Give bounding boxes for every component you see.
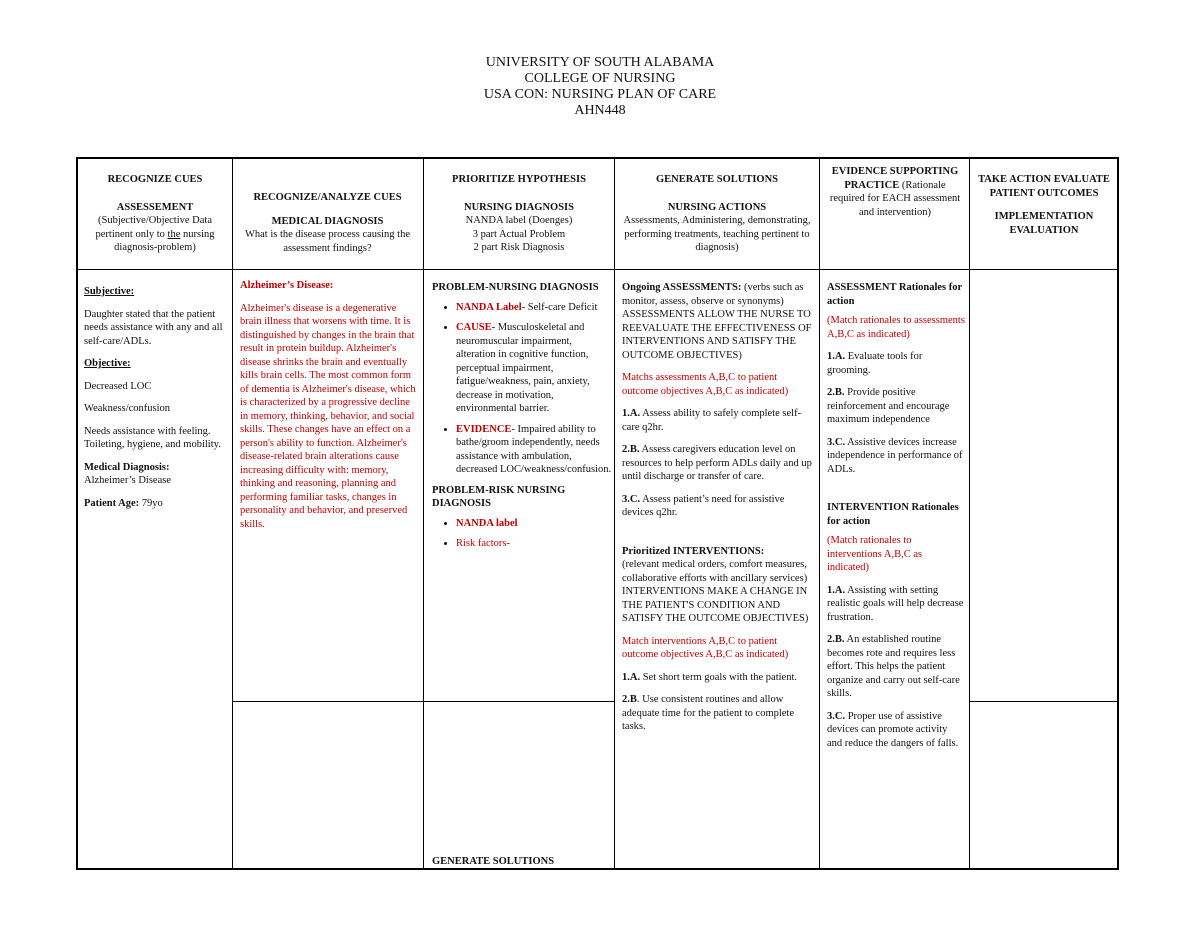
- intervention-1-text: Set short term goals with the patient.: [640, 671, 797, 683]
- rationale-2-text: Provide positive reinforcement and encourage maximum independence: [827, 387, 950, 425]
- medical-dx-label: Medical Diagnosis:: [84, 461, 170, 473]
- desc-part: (Subjective/Objective Data pertinent only to: [95, 215, 212, 240]
- cause-text: - Musculoskeletal and neuromuscular impairment, alteration in cognitive function, perceptual impairment, fatigue/weakness, pain, anxiety, decrease in motivation, environmental barrier.: [456, 322, 590, 414]
- desc-part: nursing diagnosis-problem): [114, 228, 215, 253]
- assessment-1-text: Assess ability to safely complete self-care q2hr.: [622, 408, 802, 433]
- col-title-take-action: TAKE ACTION EVALUATE PATIENT OUTCOMES: [978, 174, 1110, 199]
- rationale-3-text: Assistive devices increase independence in performance of ADLs.: [827, 436, 963, 475]
- problem-dx-list: [432, 301, 612, 477]
- medical-cell: [240, 279, 420, 531]
- intervention-rationales-heading: INTERVENTION Rationales for action: [827, 502, 959, 527]
- int-rationale-1: [827, 584, 965, 625]
- col-divider-3: [614, 157, 615, 870]
- actions-cell: [622, 281, 814, 743]
- col-title-generate: GENERATE SOLUTIONS: [655, 174, 779, 185]
- col-divider-4: [819, 157, 820, 870]
- intervention-2-label: 2.B: [622, 694, 637, 705]
- header-medical: [236, 191, 419, 255]
- assessment-rationales-heading: ASSESSMENT Rationales for action: [827, 282, 962, 307]
- objective-label: Objective:: [84, 358, 131, 369]
- rationale-2: [827, 386, 965, 427]
- evidence-cell: [827, 281, 965, 759]
- risk-nanda-label: NANDA label: [456, 517, 518, 529]
- evidence-text: - Impaired ability to bathe/groom independently, needs assistance with ambulation, decreased LOC/weakness/confusion.: [456, 423, 612, 475]
- col-divider-2: [423, 157, 424, 870]
- objective-item: Weakness/confusion: [84, 403, 171, 414]
- objective-item: Decreased LOC: [84, 380, 152, 392]
- col-sub-medical-diagnosis: MEDICAL DIAGNOSIS: [271, 215, 384, 227]
- assessment-cell: [84, 285, 228, 519]
- risk-nanda-item: [456, 517, 612, 531]
- assessment-3-text: Assess patient’s need for assistive devices q2hr.: [622, 493, 785, 518]
- subjective-label: Subjective:: [84, 286, 135, 297]
- evidence-title: EVIDENCE SUPPORTING PRACTICE: [831, 166, 959, 191]
- col-sub-implementation: IMPLEMENTATION EVALUATION: [994, 211, 1094, 236]
- patient-age: [84, 497, 228, 511]
- col-sub-assessment: ASSESSEMENT: [116, 201, 194, 213]
- ongoing-label: Ongoing ASSESSMENTS:: [622, 282, 742, 293]
- disease-description: Alzheimer's disease is a degenerative brain illness that worsens with time. It is distinguished by changes in the brain that result in protein buildup. Alzheimer's disease shrinks the brain and eventually kills brain cells. The most common form of dementia is Alzheimer's disease, which is characterized by a progressive decline in memory, thinking, behavior, and social skills. These changes have an effect on a person's ability to function. Alzheimer's disease-related brain alterations cause increasing difficulty with: memory, thinking and reasoning, planning and performing familiar tasks, changes in personality and behavior, and preserved skills.: [240, 302, 416, 530]
- int-rationale-2-label: 2.B.: [827, 634, 845, 645]
- col-divider-5: [969, 157, 970, 870]
- int-rationale-1-label: 1.A.: [827, 584, 846, 596]
- row-divider-mid-left: [232, 701, 614, 702]
- medical-dx-value: Alzheimer’s Disease: [84, 475, 171, 486]
- desc-underlined: the: [167, 228, 181, 240]
- col-desc-nanda: NANDA label (Doenges): [465, 215, 573, 226]
- header-nursing-dx: [428, 173, 610, 255]
- ongoing-text: (verbs such as monitor, assess, observe or synonyms) ASSESSMENTS ALLOW THE NURSE TO REEVALUATE THE EFFECTIVENESS OF INTERVENTIONS AND SATISFY THE OUTCOME OBJECTIVES): [622, 282, 812, 361]
- header-actions: [620, 173, 814, 255]
- assessment-rationales-note: (Match rationales to assessments A,B,C as indicated): [827, 315, 965, 340]
- care-plan-table: [76, 157, 1119, 870]
- prioritized-interventions-text: (relevant medical orders, comfort measures, collaborative efforts with ancillary services) INTERVENTIONS MAKE A CHANGE IN THE PATIENT'S CONDITION AND SATISFY THE OUTCOME OBJECTIVES): [622, 559, 809, 624]
- nursing-dx-cell: [432, 281, 612, 558]
- disease-title: Alzheimer’s Disease:: [240, 280, 334, 291]
- row-divider-mid-right: [969, 701, 1119, 702]
- assessment-1: [622, 407, 814, 434]
- intervention-1: [622, 671, 814, 685]
- int-rationale-3-text: Proper use of assistive devices can promote activity and reduce the dangers of falls.: [827, 710, 959, 749]
- col-divider-1: [232, 157, 233, 870]
- prioritized-interventions-label: Prioritized INTERVENTIONS:: [622, 545, 765, 557]
- rationale-3: [827, 436, 965, 477]
- generate-solutions-footer: GENERATE SOLUTIONS: [432, 856, 555, 867]
- int-rationale-2: [827, 633, 965, 701]
- patient-age-value: 79yo: [141, 497, 163, 509]
- nanda-item: [456, 301, 612, 315]
- risk-dx-list: [432, 517, 612, 551]
- ongoing-assessments: [622, 281, 814, 362]
- header-evidence: [826, 165, 964, 219]
- table-border-right: [1117, 157, 1119, 870]
- document-header: [0, 55, 1200, 119]
- cause-item: [456, 321, 612, 416]
- rationale-3-label: 3.C.: [827, 436, 846, 448]
- course-code: AHN448: [574, 103, 626, 118]
- int-rationale-3-label: 3.C.: [827, 710, 846, 722]
- intervention-2-text: . Use consistent routines and allow adequate time for the patient to complete tasks.: [622, 694, 795, 732]
- subjective-text: Daughter stated that the patient needs assistance with any and all self-care/ADLs.: [84, 308, 223, 347]
- table-border-left: [76, 157, 78, 870]
- match-assessments-note: Matchs assessments A,B,C to patient outcome objectives A,B,C as indicated): [622, 372, 789, 397]
- intervention-rationales-note: (Match rationales to interventions A,B,C as indicated): [827, 535, 923, 573]
- col-sub-nursing-diagnosis: NURSING DIAGNOSIS: [464, 201, 574, 213]
- col-desc-medical: What is the disease process causing the assessment findings?: [244, 229, 411, 254]
- header-assessment: [82, 173, 228, 255]
- risk-dx-heading: PROBLEM-RISK NURSING DIAGNOSIS: [432, 484, 566, 509]
- college-name: COLLEGE OF NURSING: [524, 71, 676, 86]
- rationale-1-text: Evaluate tools for grooming.: [827, 351, 923, 376]
- assessment-3-label: 3.C.: [622, 493, 641, 505]
- nanda-label: NANDA Label: [456, 301, 522, 313]
- risk-factors-item: [456, 537, 612, 551]
- col-title-prioritize: PRIORITIZE HYPOTHESIS: [452, 174, 586, 185]
- rationale-1-label: 1.A.: [827, 351, 846, 362]
- evidence-desc: (Rationale required for EACH assessment and intervention): [829, 179, 961, 218]
- match-interventions-note: Match interventions A,B,C to patient outcome objectives A,B,C as indicated): [622, 635, 789, 660]
- col-desc-assessment: [82, 214, 228, 255]
- risk-factors-label: Risk factors-: [456, 538, 510, 549]
- rationale-1: [827, 350, 965, 377]
- int-rationale-3: [827, 710, 965, 751]
- patient-age-label: Patient Age:: [84, 497, 140, 509]
- nanda-text: - Self-care Deficit: [521, 301, 598, 313]
- assessment-2-text: Assess caregivers education level on resources to help perform ADLs daily and up until discharge or transfer of care.: [622, 444, 812, 482]
- int-rationale-1-text: Assisting with setting realistic goals will help decrease frustration.: [827, 584, 964, 623]
- problem-dx-heading: PROBLEM-NURSING DIAGNOSIS: [432, 282, 599, 293]
- assessment-3: [622, 493, 814, 520]
- assessment-2: [622, 443, 814, 484]
- evidence-label: EVIDENCE: [456, 423, 512, 435]
- intervention-1-label: 1.A.: [622, 671, 641, 683]
- col-desc-actions: Assessments, Administering, demonstrating, performing treatments, teaching pertinent to diagnosis): [623, 215, 811, 253]
- header-outcomes: [974, 173, 1114, 237]
- col-desc-actual: 3 part Actual Problem: [472, 228, 566, 240]
- rationale-2-label: 2.B.: [827, 387, 845, 398]
- evidence-item: [456, 423, 612, 477]
- university-name: UNIVERSITY OF SOUTH ALABAMA: [485, 55, 715, 70]
- cause-label: CAUSE: [456, 322, 492, 333]
- int-rationale-2-text: An established routine becomes rote and requires less effort. This helps the patient organize and carry out self-care skills.: [827, 634, 960, 699]
- col-sub-nursing-actions: NURSING ACTIONS: [667, 201, 767, 213]
- plan-title: USA CON: NURSING PLAN OF CARE: [483, 87, 717, 102]
- col-title-recognize-cues: RECOGNIZE CUES: [107, 174, 203, 185]
- col-title-evidence: [826, 165, 964, 219]
- objective-item: Needs assistance with feeling. Toileting, hygiene, and mobility.: [84, 425, 221, 450]
- assessment-1-label: 1.A.: [622, 408, 641, 419]
- assessment-2-label: 2.B.: [622, 444, 640, 455]
- intervention-2: [622, 693, 814, 734]
- col-title-analyze-cues: RECOGNIZE/ANALYZE CUES: [253, 192, 402, 203]
- col-desc-risk: 2 part Risk Diagnosis: [473, 242, 565, 253]
